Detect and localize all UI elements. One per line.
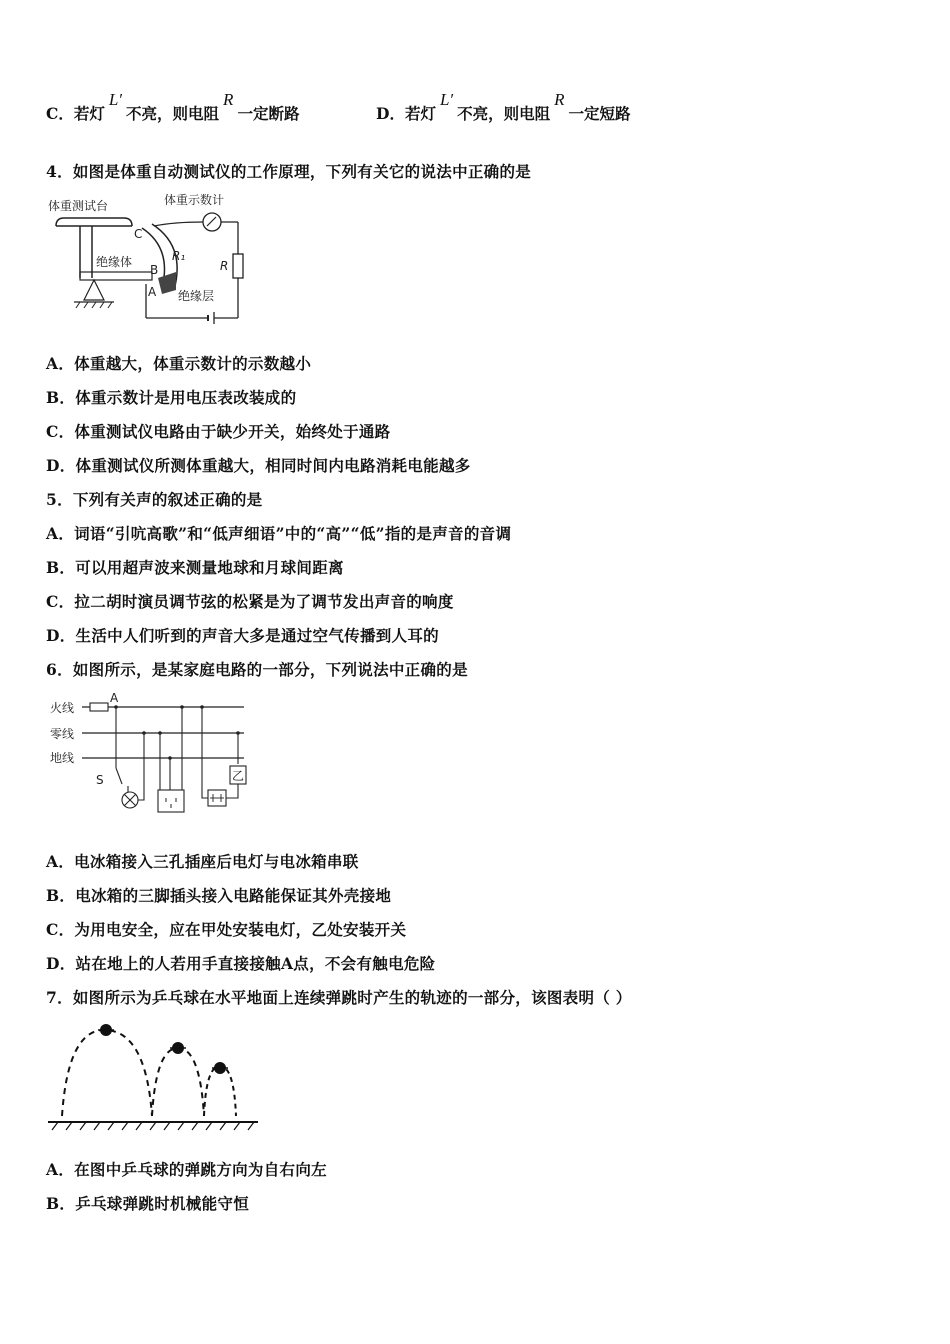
q7-option-a: A．在图中乒乓球的弹跳方向为自右向左 [46, 1160, 327, 1179]
insulating-layer-label: 绝缘层 [178, 289, 215, 303]
ground-wire-label: 地线 [50, 751, 75, 765]
q7-stem: 7．如图所示为乒乓球在水平地面上连续弹跳时产生的轨迹的一部分，该图表明（ ） [46, 988, 632, 1007]
r2-label: R [220, 259, 229, 273]
switch-label: S [96, 773, 104, 787]
q4-option-c: C．体重测试仪电路由于缺少开关，始终处于通路 [46, 422, 391, 441]
q4-stem: 4．如图是体重自动测试仪的工作原理，下列有关它的说法中正确的是 [46, 162, 532, 181]
q6-option-a: A．电冰箱接入三孔插座后电灯与电冰箱串联 [46, 852, 359, 871]
insulator-label: 绝缘体 [96, 255, 133, 269]
live-wire-label: 火线 [50, 701, 75, 715]
point-a-label: A [110, 691, 119, 705]
q5-option-a: A．词语“引吭高歌”和“低声细语”中的“高”“低”指的是声音的音调 [46, 524, 512, 543]
q5-option-b: B．可以用超声波来测量地球和月球间距离 [46, 558, 344, 577]
q3-option-c: C．若灯L′不亮，则电阻R一定断路 [46, 90, 300, 123]
point-a: A [148, 285, 157, 299]
q6-option-b: B．电冰箱的三脚插头接入电路能保证其外壳接地 [46, 886, 392, 905]
weight-tester-diagram [44, 188, 249, 328]
r1-label: R₁ [172, 249, 186, 263]
meter-icon [203, 213, 221, 231]
point-c: C [134, 227, 143, 241]
household-circuit-diagram [44, 690, 254, 820]
ball-bounce-diagram [44, 1018, 264, 1133]
q5-option-d: D．生活中人们听到的声音大多是通过空气传播到人耳的 [46, 626, 439, 645]
bounce-arc-1 [62, 1030, 152, 1116]
q7-figure [44, 1018, 264, 1133]
q4-option-a: A．体重越大，体重示数计的示数越小 [46, 354, 312, 373]
neutral-wire-label: 零线 [50, 727, 75, 741]
q4-figure [44, 188, 249, 328]
q4-option-b: B．体重示数计是用电压表改装成的 [46, 388, 297, 407]
socket-icon [158, 790, 184, 812]
q6-option-c: C．为用电安全，应在甲处安装电灯，乙处安装开关 [46, 920, 407, 939]
q4-option-d: D．体重测试仪所测体重越大，相同时间内电路消耗电能越多 [46, 456, 471, 475]
q7-option-b: B．乒乓球弹跳时机械能守恒 [46, 1194, 250, 1213]
platform-label: 体重测试台 [48, 199, 109, 213]
q6-figure [44, 690, 254, 820]
switch-icon [116, 768, 122, 784]
q5-stem: 5．下列有关声的叙述正确的是 [46, 490, 263, 509]
q6-option-d: D．站在地上的人若用手直接接触A点，不会有触电危险 [46, 954, 436, 973]
fuse-icon [90, 703, 108, 711]
q3-option-d: D．若灯L′不亮，则电阻R一定短路 [376, 90, 631, 123]
meter-label: 体重示数计 [164, 193, 225, 207]
q3-options-cd [46, 90, 631, 124]
q6-stem: 6．如图所示，是某家庭电路的一部分，下列说法中正确的是 [46, 660, 468, 679]
bounce-arc-2 [152, 1048, 204, 1116]
resistor-r-icon [233, 254, 243, 278]
yi-label: 乙 [232, 769, 245, 783]
point-b: B [150, 263, 159, 277]
q5-option-c: C．拉二胡时演员调节弦的松紧是为了调节发出声音的响度 [46, 592, 454, 611]
